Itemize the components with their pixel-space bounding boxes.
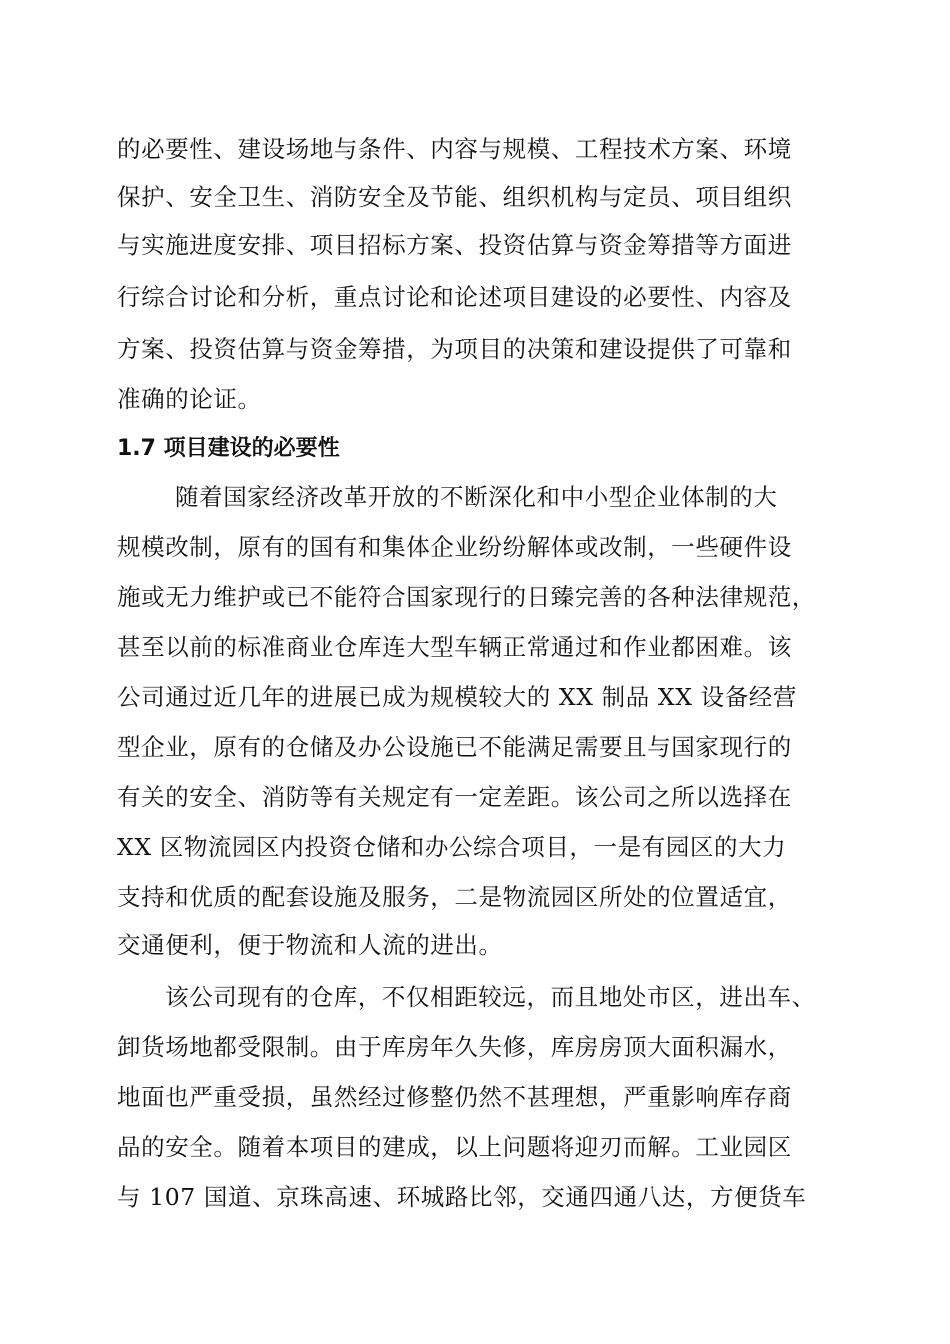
paragraph-line: 与 107 国道、京珠高速、环城路比邻，交通四通八达，方便货车 [117, 1183, 807, 1211]
paragraph-line: 交通便利，便于物流和人流的进出。 [117, 931, 503, 959]
paragraph-line: 行综合讨论和分析，重点讨论和论述项目建设的必要性、内容及 [117, 283, 792, 311]
paragraph-line: 的必要性、建设场地与条件、内容与规模、工程技术方案、环境 [117, 135, 792, 163]
paragraph-line: 品的安全。随着本项目的建成，以上问题将迎刃而解。工业园区 [117, 1133, 792, 1161]
section-heading: 1.7 项目建设的必要性 [117, 436, 340, 461]
paragraph-line: 公司通过近几年的进展已成为规模较大的 XX 制品 XX 设备经营 [117, 683, 797, 711]
paragraph-line: 该公司现有的仓库，不仅相距较远，而且地处市区，进出车、 [165, 983, 816, 1011]
paragraph-line: 规模改制，原有的国有和集体企业纷纷解体或改制，一些硬件设 [117, 533, 792, 561]
paragraph-line: 保护、安全卫生、消防安全及节能、组织机构与定员、项目组织 [117, 183, 792, 211]
paragraph-line: 随着国家经济改革开放的不断深化和中小型企业体制的大 [175, 483, 778, 511]
paragraph-line: 甚至以前的标准商业仓库连大型车辆正常通过和作业都困难。该 [117, 633, 792, 661]
paragraph-line: XX 区物流园区内投资仓储和办公综合项目，一是有园区的大力 [117, 833, 787, 861]
paragraph-line: 施或无力维护或已不能符合国家现行的日臻完善的各种法律规范， [117, 583, 816, 611]
paragraph-line: 方案、投资估算与资金筹措，为项目的决策和建设提供了可靠和 [117, 335, 792, 363]
paragraph-line: 卸货场地都受限制。由于库房年久失修，库房房顶大面积漏水， [117, 1033, 792, 1061]
paragraph-line: 型企业，原有的仓储及办公设施已不能满足需要且与国家现行的 [117, 733, 792, 761]
paragraph-line: 有关的安全、消防等有关规定有一定差距。该公司之所以选择在 [117, 783, 792, 811]
paragraph-line: 准确的论证。 [117, 385, 262, 413]
paragraph-line: 与实施进度安排、项目招标方案、投资估算与资金筹措等方面进 [117, 231, 792, 259]
paragraph-line: 支持和优质的配套设施及服务，二是物流园区所处的位置适宜， [117, 883, 792, 911]
paragraph-line: 地面也严重受损，虽然经过修整仍然不甚理想，严重影响库存商 [117, 1083, 792, 1111]
